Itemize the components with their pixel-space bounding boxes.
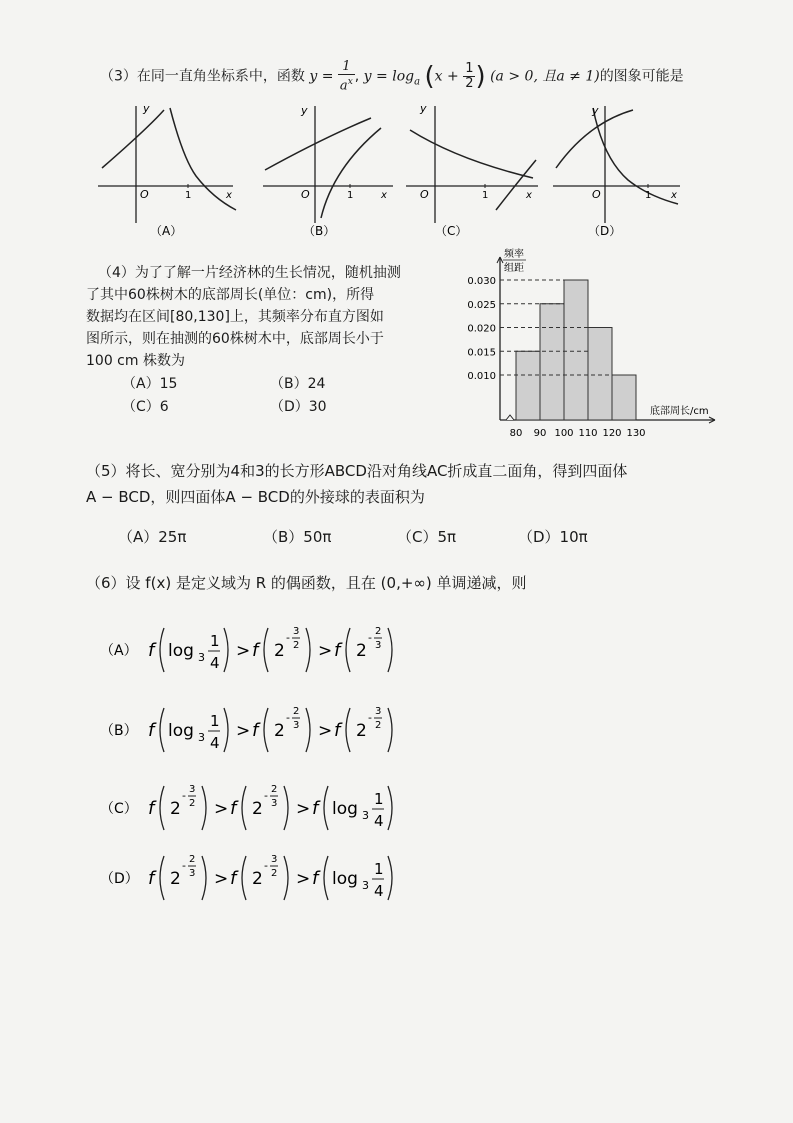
q6-options <box>100 612 460 922</box>
q6-func-f: f <box>312 798 319 819</box>
q6-paren-open <box>324 786 328 830</box>
histogram-y-tick-label: 0.010 <box>467 371 496 382</box>
q6-power-den: 3 <box>189 868 196 879</box>
q6-power-num: 2 <box>189 854 196 865</box>
q3-comma: , <box>354 68 360 85</box>
q6-paren-close <box>306 708 310 752</box>
q6-power-base: 2 <box>252 869 263 889</box>
q3-y2-arg-x: x + <box>434 68 459 85</box>
graph-c <box>406 102 538 238</box>
graph-b <box>263 104 393 238</box>
graph-c-one: 1 <box>482 190 489 201</box>
q4-option-c: （C）6 <box>122 399 169 415</box>
q6-paren-open <box>264 628 268 672</box>
q6-greater-than: > <box>214 869 229 889</box>
q6-func-f: f <box>334 640 341 661</box>
q6-power-neg: - <box>264 789 268 802</box>
q6-paren-open <box>160 708 164 752</box>
q6-func-f: f <box>312 868 319 889</box>
histogram-bar <box>564 280 588 420</box>
histogram-bar <box>516 351 540 420</box>
q4-option-d: （D）30 <box>270 399 327 415</box>
graph-a-origin: O <box>140 188 149 201</box>
graph-d-y-label: y <box>592 104 599 117</box>
graph-a-label: （A） <box>150 224 183 238</box>
histogram-xlabel: 底部周长/cm <box>650 406 709 417</box>
graph-a <box>98 102 236 238</box>
q6-paren-close <box>284 856 288 900</box>
q3-y2-arg-num: 1 <box>465 61 474 77</box>
graph-c-x-label: x <box>526 190 532 201</box>
q4-option-b: （B）24 <box>270 376 326 392</box>
q6-func-f: f <box>148 868 155 889</box>
histogram-x-tick-label: 110 <box>578 428 598 439</box>
graph-c-curve-1 <box>410 130 533 178</box>
q5-option-c: （C）5π <box>397 528 457 546</box>
q5-stem <box>86 458 627 510</box>
q6-power-base: 2 <box>356 721 367 741</box>
q6-power-den: 3 <box>271 798 278 809</box>
q3-y1-den-sup: x <box>347 77 353 87</box>
histogram-x-tick-label: 100 <box>554 428 574 439</box>
q3-stem: （3）在同一直角坐标系中，函数 y = $\frac{1}{a^x}$ , $y = \log_a (x$ + $\frac{1}{2}$ ) (a > 0, 且a ≠ 1)的图象可能是 <box>100 59 684 94</box>
q3-graphs <box>88 98 688 248</box>
q6-power-num: 3 <box>293 626 300 637</box>
q6-paren-close <box>224 708 228 752</box>
q6-frac-num: 1 <box>374 860 384 878</box>
graph-a-y-label: y <box>143 102 150 115</box>
q4-line-1: （4）为了了解一片经济林的生长情况，随机抽测 <box>98 265 401 281</box>
q3-y1-den: a <box>339 78 348 94</box>
q6-greater-than: > <box>214 799 229 819</box>
q6-power-base: 2 <box>274 721 285 741</box>
q5-option-a: （A）25π <box>118 528 187 546</box>
q6-paren-close <box>202 856 206 900</box>
q3-y2-arg-den: 2 <box>465 76 474 92</box>
q6-power-neg: - <box>264 859 268 872</box>
histogram-x-tick-label: 120 <box>602 428 622 439</box>
graph-d-x-label: x <box>671 190 677 201</box>
q6-power-den: 3 <box>293 720 300 731</box>
q6-frac-num: 1 <box>374 790 384 808</box>
q6-power-den: 2 <box>189 798 196 809</box>
histogram-y-tick-label: 0.030 <box>467 276 496 287</box>
q6-func-f: f <box>252 720 259 741</box>
graph-d <box>553 104 680 238</box>
q6-power-neg: - <box>286 631 290 644</box>
q6-func-f: f <box>334 720 341 741</box>
q6-power-neg: - <box>182 859 186 872</box>
q6-paren-open <box>242 786 246 830</box>
q5-option-d: （D）10π <box>518 528 588 546</box>
graph-b-curve-2 <box>321 128 381 218</box>
graph-c-curve-2 <box>496 160 536 210</box>
q3-prefix: 在同一直角坐标系中，函数 <box>136 68 305 85</box>
q6-paren-open <box>242 856 246 900</box>
q3-y1-num: 1 <box>338 60 355 75</box>
q6-log-base: 3 <box>198 731 205 744</box>
histogram-y-tick-label: 0.025 <box>467 299 496 311</box>
q6-paren-open <box>324 856 328 900</box>
q6-power-neg: - <box>368 711 372 724</box>
q6-log-base: 3 <box>198 651 205 664</box>
q6-frac-den: 4 <box>210 654 220 672</box>
graph-d-label: （D） <box>588 224 622 238</box>
q6-paren-open <box>346 708 350 752</box>
graph-b-origin: O <box>301 188 310 201</box>
q6-func-f: f <box>148 720 155 741</box>
q6-power-num: 2 <box>293 706 300 717</box>
histogram <box>450 245 730 445</box>
histogram-bar <box>588 328 612 421</box>
q6-power-den: 2 <box>271 868 278 879</box>
q6-frac-den: 4 <box>374 812 384 830</box>
q5-option-b: （B）50π <box>263 528 332 546</box>
q6-power-den: 2 <box>375 720 382 731</box>
q6-log-text: log <box>168 721 194 741</box>
q6-power-base: 2 <box>252 799 263 819</box>
q4-line-3: 数据均在区间[80,130]上，其频率分布直方图如 <box>86 309 384 325</box>
histogram-y-tick-label: 0.020 <box>467 323 496 335</box>
q3-y2-base: a <box>414 76 421 88</box>
q6-frac-den: 4 <box>210 734 220 752</box>
graph-c-y-label: y <box>420 102 427 115</box>
q6-option-label: （A） <box>100 643 138 659</box>
q4-line-2: 了其中60株树木的底部周长(单位：cm)，所得 <box>86 287 375 303</box>
q3-y1-lhs: y = <box>309 68 334 85</box>
graph-b-label: （B） <box>303 224 336 238</box>
histogram-x-tick-label: 130 <box>626 428 646 439</box>
graph-c-label: （C） <box>435 224 468 238</box>
histogram-bar <box>540 304 564 420</box>
q6-frac-den: 4 <box>374 882 384 900</box>
q6-power-num: 3 <box>271 854 278 865</box>
graph-b-x-label: x <box>381 190 387 201</box>
q6-power-den: 2 <box>293 640 300 651</box>
q5-line-2: A − BCD，则四面体A − BCD的外接球的表面积为 <box>86 488 425 506</box>
graph-a-one: 1 <box>185 190 192 201</box>
q6-paren-open <box>160 856 164 900</box>
q6-paren-close <box>306 628 310 672</box>
histogram-ylabel-top: 频率 <box>504 249 524 260</box>
q6-greater-than: > <box>236 641 251 661</box>
graph-b-curve-1 <box>265 118 371 170</box>
q6-paren-open <box>346 628 350 672</box>
q6-power-neg: - <box>286 711 290 724</box>
q4-stem <box>86 262 456 372</box>
histogram-axis-break <box>506 415 514 420</box>
histogram-bar <box>612 375 636 420</box>
graph-d-origin: O <box>592 188 601 201</box>
q6-stem: （6）设 f(x) 是定义域为 R 的偶函数，且在 (0,+∞) 单调递减，则 <box>86 574 527 592</box>
q6-func-f: f <box>230 868 237 889</box>
q6-paren-close <box>388 628 392 672</box>
q6-func-f: f <box>148 798 155 819</box>
q6-option-label: （C） <box>100 801 138 817</box>
q6-power-num: 3 <box>375 706 382 717</box>
histogram-y-tick-label: 0.015 <box>467 347 496 359</box>
histogram-x-tick-label: 80 <box>509 428 523 439</box>
graph-d-curve-2 <box>593 108 678 204</box>
q6-option-label: （B） <box>100 723 138 739</box>
q6-func-f: f <box>148 640 155 661</box>
q3-condition: (a > 0, 且a ≠ 1) <box>490 68 600 85</box>
q3-suffix: 的图象可能是 <box>599 68 684 85</box>
graph-b-y-label: y <box>301 104 308 117</box>
q6-power-base: 2 <box>170 869 181 889</box>
graph-b-one: 1 <box>347 190 354 201</box>
q6-power-neg: - <box>368 631 372 644</box>
q6-greater-than: > <box>318 721 333 741</box>
q3-number: （3） <box>100 68 137 85</box>
q6-paren-close <box>388 786 392 830</box>
q6-paren-close <box>388 856 392 900</box>
q6-log-base: 3 <box>362 809 369 822</box>
q6-log-text: log <box>332 869 358 889</box>
q6-power-num: 2 <box>271 784 278 795</box>
histogram-ylabel-bottom: 组距 <box>504 263 524 274</box>
q3-y1-frac <box>338 60 355 93</box>
q6-log-base: 3 <box>362 879 369 892</box>
q6-paren-open <box>160 628 164 672</box>
q6-power-base: 2 <box>170 799 181 819</box>
q4-option-a: （A）15 <box>122 376 178 392</box>
graph-d-one: 1 <box>645 190 652 201</box>
q5-line-1: （5）将长、宽分别为4和3的长方形ABCD沿对角线AC折成直二面角，得到四面体 <box>86 462 628 480</box>
q6-option-label: （D） <box>100 871 139 887</box>
q6-greater-than: > <box>318 641 333 661</box>
graph-c-origin: O <box>420 188 429 201</box>
q6-log-text: log <box>332 799 358 819</box>
q6-func-f: f <box>230 798 237 819</box>
q6-greater-than: > <box>296 799 311 819</box>
q6-paren-close <box>202 786 206 830</box>
q6-power-num: 3 <box>189 784 196 795</box>
q6-log-text: log <box>168 641 194 661</box>
q6-power-num: 2 <box>375 626 382 637</box>
graph-d-curve-1 <box>556 110 633 168</box>
q6-paren-close <box>284 786 288 830</box>
q6-paren-open <box>264 708 268 752</box>
graph-a-x-label: x <box>226 190 232 201</box>
q6-func-f: f <box>252 640 259 661</box>
q6-greater-than: > <box>296 869 311 889</box>
q6-frac-num: 1 <box>210 712 220 730</box>
q3-y2-lhs: y = log <box>363 68 415 85</box>
histogram-x-tick-label: 90 <box>533 428 547 439</box>
graph-a-curve-1 <box>102 110 164 168</box>
q4-line-4: 图所示，则在抽测的60株树木中，底部周长小于 <box>86 331 384 347</box>
q6-frac-num: 1 <box>210 632 220 650</box>
q6-power-den: 3 <box>375 640 382 651</box>
q6-power-base: 2 <box>356 641 367 661</box>
q6-greater-than: > <box>236 721 251 741</box>
q6-paren-close <box>224 628 228 672</box>
q6-power-neg: - <box>182 789 186 802</box>
q4-line-5: 100 cm 株数为 <box>86 353 185 369</box>
q6-paren-open <box>160 786 164 830</box>
q3-y2-frac <box>463 62 475 91</box>
q6-paren-close <box>388 708 392 752</box>
q6-power-base: 2 <box>274 641 285 661</box>
